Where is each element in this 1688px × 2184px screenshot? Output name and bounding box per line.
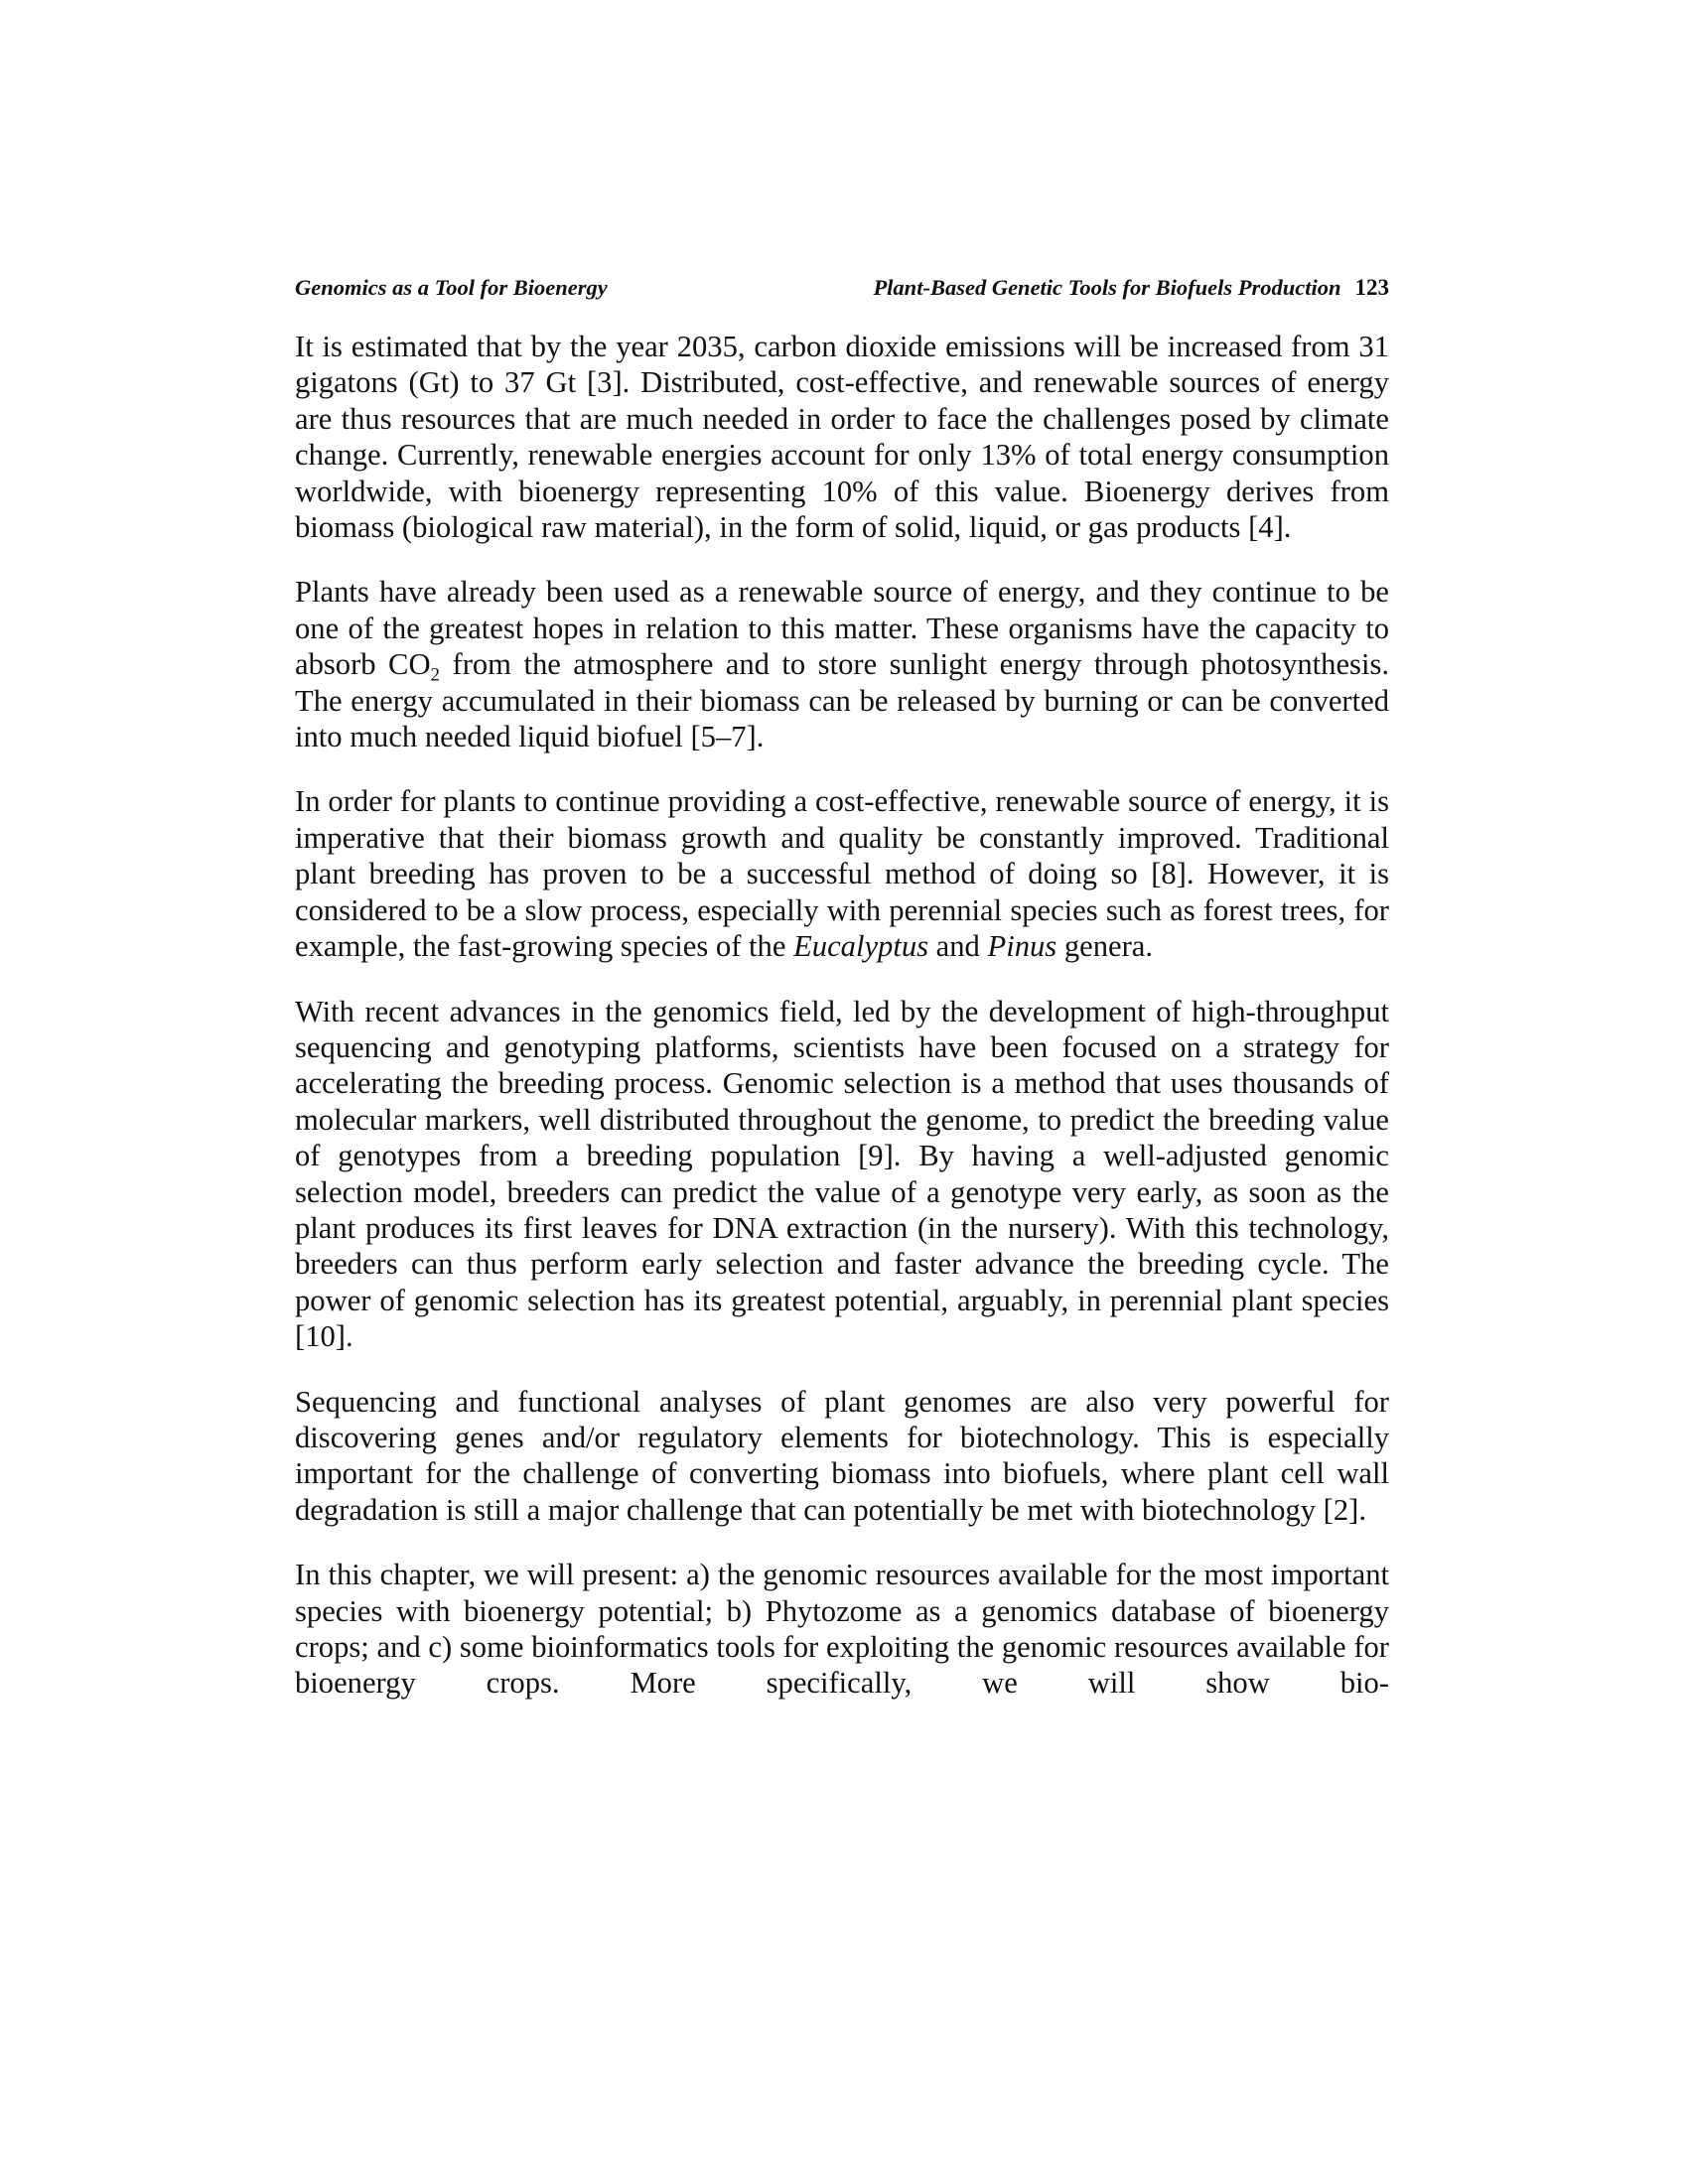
paragraph-3-part-1: In order for plants to continue providing a cost-effective, renewable source of energy, it is imperative that their biomass growth and quality be constantly improved. Traditional plant breeding has proven to be a successful method of doing so [8]. However, it is considered to be a slow process, especially with perennial species such as forest trees, for example, the fast-growing species of the	[295, 784, 1389, 964]
header-chapter-title: Plant-Based Genetic Tools for Biofuels Production	[873, 275, 1341, 300]
paragraph-2-part-2: from the atmosphere and to store sunlight energy through photosynthesis. The energy accumulated in their biomass can be released by burning or can be converted into much needed liquid biofuel [5–7].	[295, 647, 1390, 754]
paragraph-2	[295, 574, 1389, 754]
page-number: 123	[1354, 275, 1389, 300]
paragraph-2-part-1: Plants have already been used as a renewable source of energy, and they continue to be one of the greatest hopes in relation to this matter. These organisms have the capacity to absorb CO	[295, 575, 1389, 682]
paragraph-6: In this chapter, we will present: a) the genomic resources available for the most important species with bioenergy potential; b) Phytozome as a genomics database of bioenergy crops; and c) some bioinformatics tools for exploiting the genomic resources available for bioenergy crops. More specifically, we will show bio-	[295, 1558, 1389, 1701]
paragraph-4: With recent advances in the genomics field, led by the development of high-throughput sequencing and genotyping platforms, scientists have been focused on a strategy for accelerating the breeding process. Genomic selection is a method that uses thousands of molecular markers, well distributed throughout the genome, to predict the breeding value of genotypes from a breeding population [9]. By having a well-adjusted genomic selection model, breeders can predict the value of a genotype very early, as soon as the plant produces its first leaves for DNA extraction (in the nursery). With this technology, breeders can thus perform early selection and faster advance the breeding cycle. The power of genomic selection has its greatest potential, arguably, in perennial plant species [10].	[295, 994, 1389, 1354]
header-chapter-title-group	[873, 273, 1389, 303]
paragraph-1: It is estimated that by the year 2035, carbon dioxide emissions will be increased from 31 gigatons (Gt) to 37 Gt [3]. Distributed, cost-effective, and renewable sources of energy are thus resources that are much needed in order to face the challenges posed by climate change. Currently, renewable energies account for only 13% of total energy consumption worldwide, with bioenergy representing 10% of this value. Bioenergy derives from biomass (biological raw material), in the form of solid, liquid, or gas products [4].	[295, 330, 1389, 545]
paragraph-3-part-3: genera.	[1056, 929, 1154, 964]
paragraph-3-part-2: and	[928, 929, 988, 964]
paragraph-3	[295, 783, 1389, 964]
running-header	[295, 273, 1389, 303]
header-book-title: Genomics as a Tool for Bioenergy	[295, 275, 608, 300]
paragraph-5: Sequencing and functional analyses of plant genomes are also very powerful for discovering genes and/or regulatory elements for biotechnology. This is especially important for the challenge of converting biomass into biofuels, where plant cell wall degradation is still a major challenge that can potentially be met with biotechnology [2].	[295, 1384, 1389, 1527]
co2-subscript: 2	[430, 664, 441, 686]
genus-pinus: Pinus	[987, 929, 1057, 964]
body-text	[295, 329, 1389, 1730]
genus-eucalyptus: Eucalyptus	[793, 929, 929, 964]
